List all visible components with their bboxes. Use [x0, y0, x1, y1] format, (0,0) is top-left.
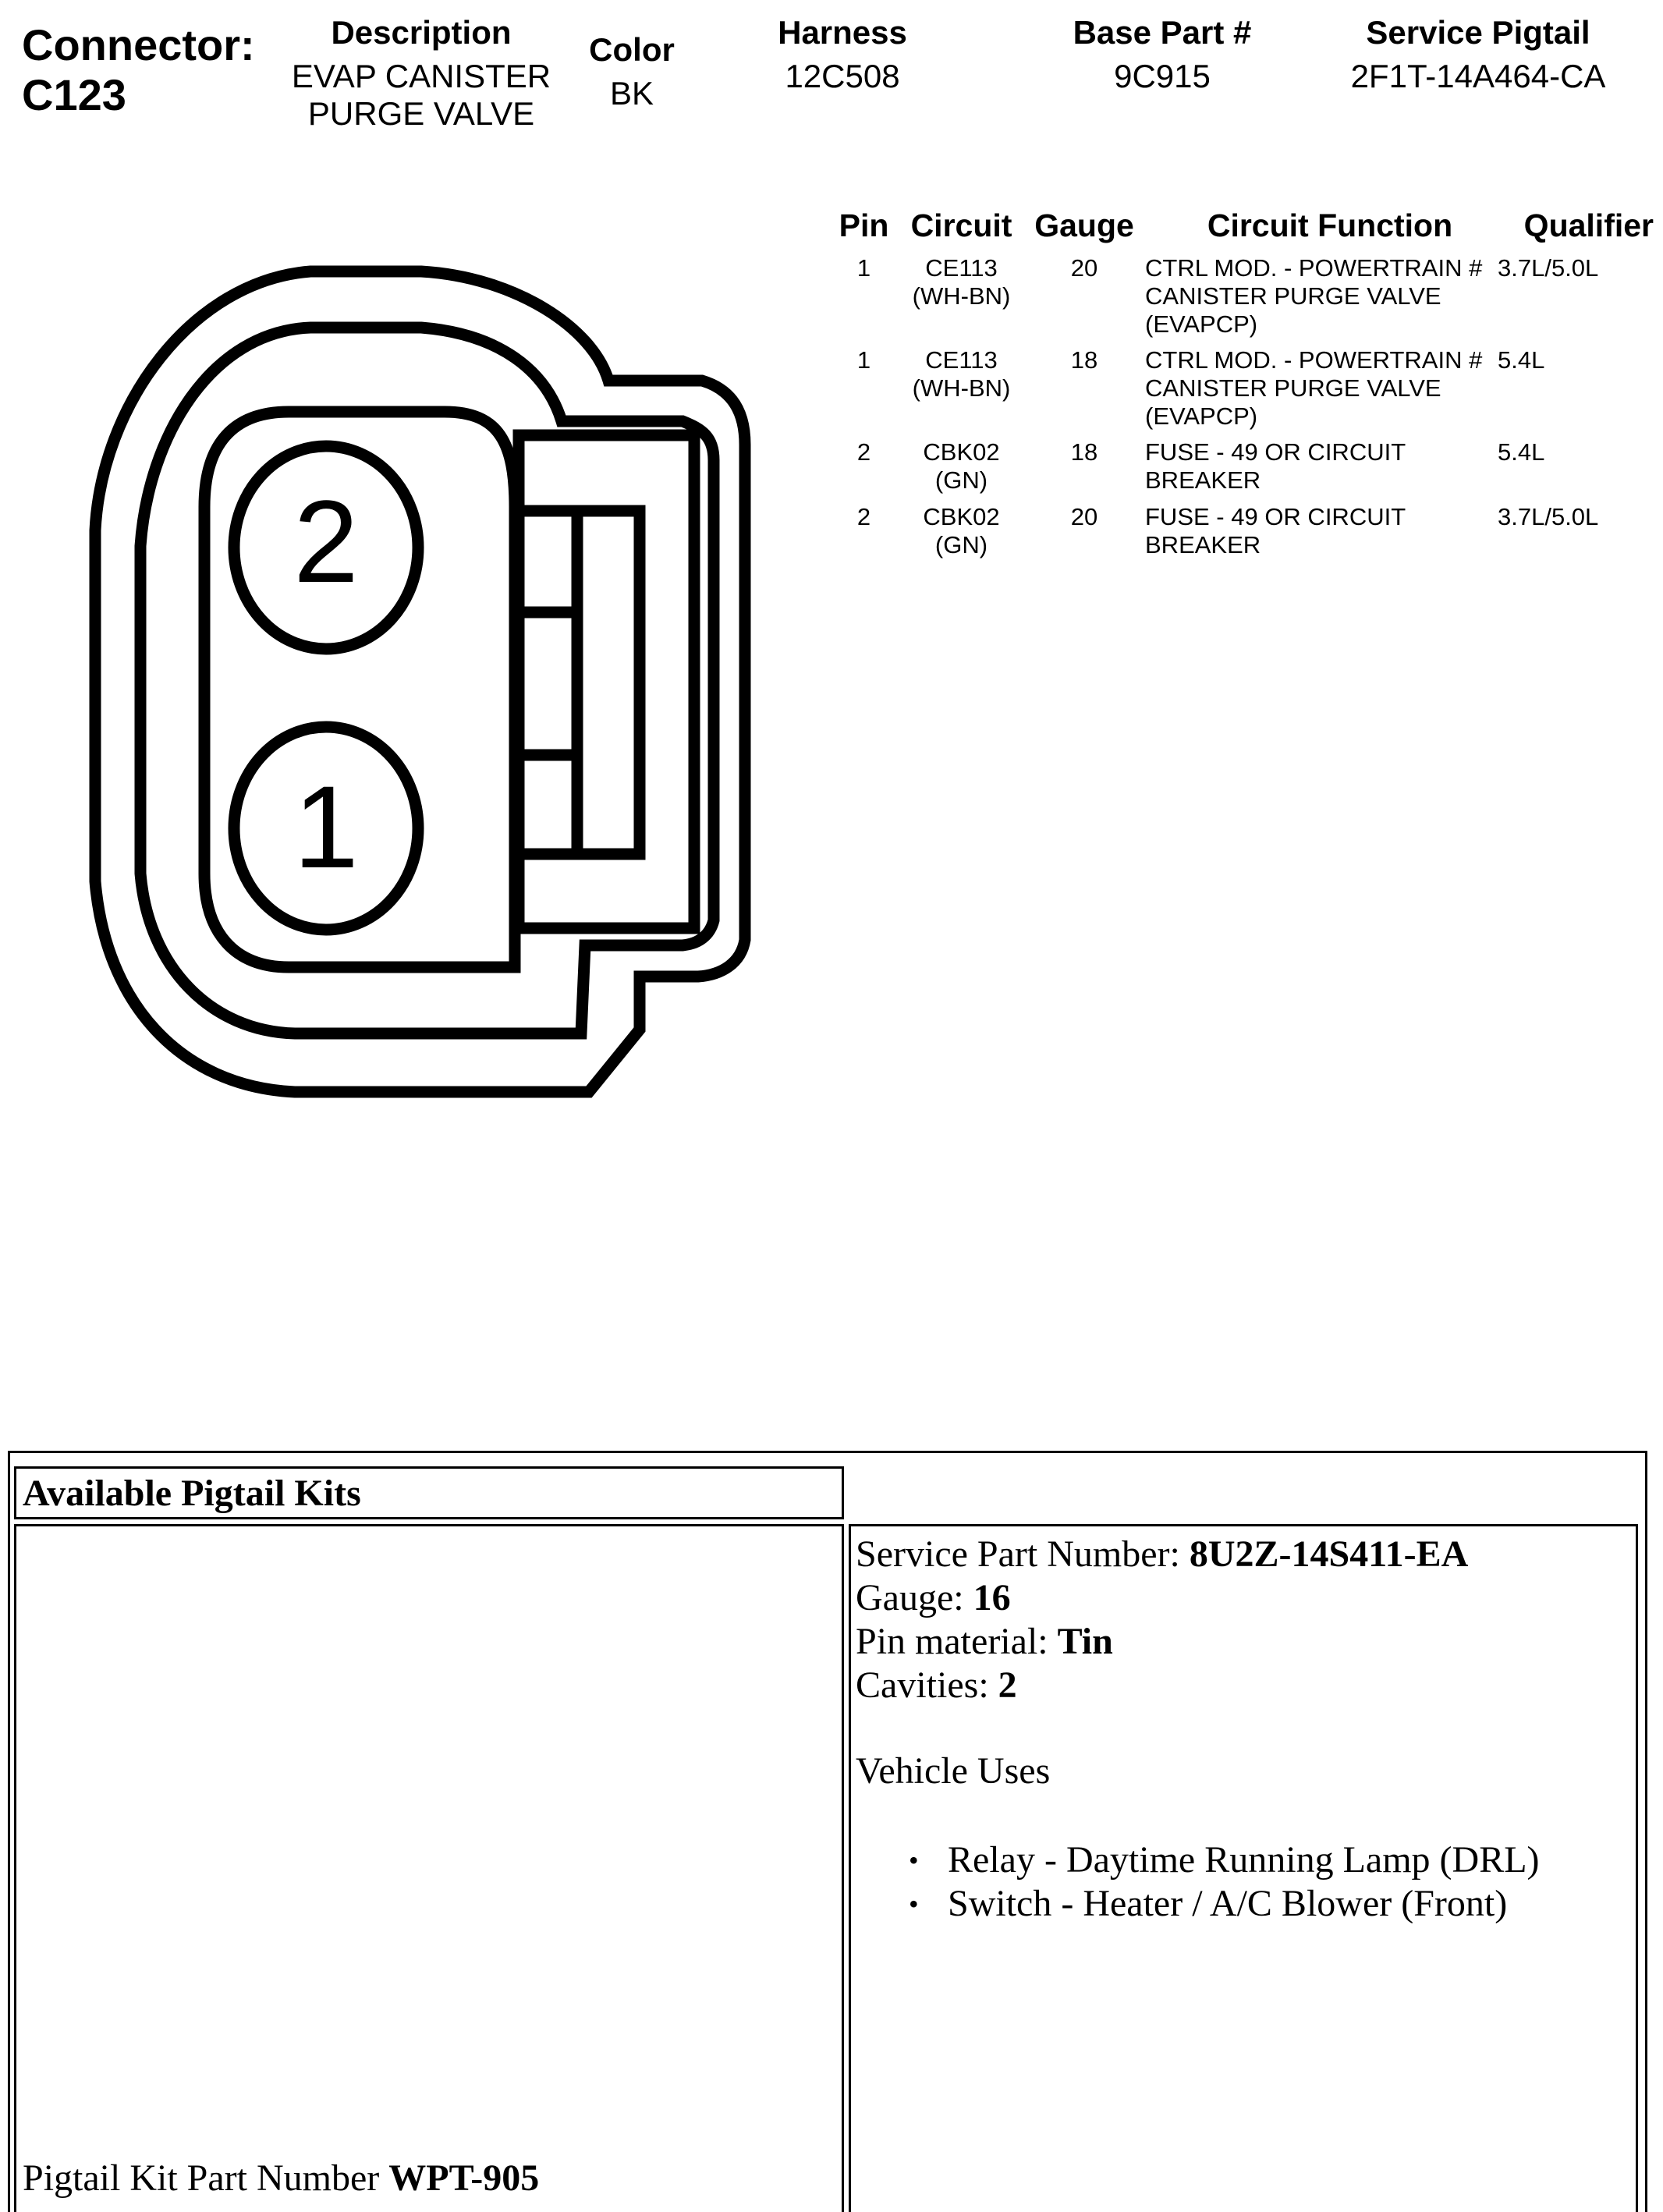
- row-circuit: [905, 254, 1018, 310]
- circuit-color: (GN): [934, 466, 988, 494]
- row-pin: 2: [856, 438, 871, 466]
- table-row: [827, 438, 1654, 501]
- base-part-value: 9C915: [1114, 58, 1211, 94]
- circuit-color: (GN): [934, 531, 988, 558]
- row-gauge: 18: [1070, 438, 1098, 466]
- row-qualifier: 5.4L: [1498, 346, 1545, 374]
- circuit-code: CBK02: [923, 438, 1000, 466]
- header-qualifier: Qualifier: [1523, 207, 1654, 243]
- pin-material-value: Tin: [1057, 1621, 1113, 1662]
- circuit-code: CBK02: [923, 503, 1000, 530]
- pigtail-details: [856, 1533, 1628, 1926]
- cavities-value: 2: [998, 1664, 1017, 1706]
- connector-face-diagram: [0, 0, 780, 1123]
- color-value: BK: [609, 75, 654, 112]
- list-item: • Relay - Daytime Running Lamp (DRL): [948, 1838, 1628, 1882]
- kit-part-label: Pigtail Kit Part Number: [23, 2157, 389, 2199]
- function-line: CANISTER PURGE VALVE: [1145, 374, 1441, 402]
- service-part-number: 8U2Z-14S411-EA: [1189, 1533, 1469, 1575]
- row-gauge: 18: [1070, 346, 1098, 374]
- cavities-line: [856, 1664, 1628, 1707]
- gauge-line: [856, 1576, 1628, 1620]
- connector-label: Connector:: [22, 20, 255, 69]
- pin-2-label: 2: [293, 476, 359, 607]
- row-circuit: [905, 503, 1018, 559]
- row-circuit: [905, 346, 1018, 402]
- list-item: • Switch - Heater / A/C Blower (Front): [948, 1882, 1628, 1926]
- service-part-line: [856, 1533, 1628, 1576]
- cavities-label: Cavities:: [856, 1664, 998, 1706]
- harness-value: 12C508: [785, 58, 900, 94]
- function-line: BREAKER: [1145, 466, 1261, 494]
- row-pin: 2: [856, 503, 871, 530]
- pigtail-details-box: [849, 1524, 1638, 2212]
- pin-material-line: [856, 1620, 1628, 1664]
- function-line: BREAKER: [1145, 531, 1261, 558]
- table-row: [827, 254, 1654, 345]
- pigtail-heading: Available Pigtail Kits: [23, 1473, 361, 1514]
- function-line: CANISTER PURGE VALVE: [1145, 282, 1441, 310]
- pigtail-kit-part: [23, 2157, 539, 2200]
- pin-material-label: Pin material:: [856, 1621, 1058, 1662]
- circuit-color: (WH-BN): [912, 282, 1011, 310]
- row-qualifier: 3.7L/5.0L: [1498, 503, 1599, 530]
- pin-1-label: 1: [293, 761, 359, 892]
- pin-table-header: [827, 207, 1654, 254]
- row-pin: 1: [856, 254, 871, 282]
- function-line: (EVAPCP): [1145, 402, 1258, 430]
- vehicle-uses-list: [856, 1838, 1628, 1926]
- header-circuit-function: Circuit Function: [1207, 207, 1453, 243]
- table-row: [827, 503, 1654, 565]
- function-line: FUSE - 49 OR CIRCUIT: [1145, 438, 1406, 466]
- base-part-column: [1037, 12, 1287, 95]
- color-label: Color: [589, 31, 675, 68]
- service-part-label: Service Part Number:: [856, 1533, 1190, 1575]
- kit-part-number: WPT-905: [388, 2157, 540, 2199]
- circuit-code: CE113: [925, 254, 998, 282]
- circuit-color: (WH-BN): [912, 374, 1011, 402]
- row-function: [1145, 254, 1504, 339]
- function-line: CTRL MOD. - POWERTRAIN #: [1145, 254, 1483, 282]
- pigtail-image-box: [14, 1524, 844, 2212]
- base-part-label: Base Part #: [1073, 14, 1252, 51]
- pigtail-heading-box: [14, 1466, 844, 1519]
- row-pin: 1: [856, 346, 871, 374]
- service-pigtail-column: [1318, 12, 1638, 95]
- row-qualifier: 5.4L: [1498, 438, 1545, 466]
- header-circuit: Circuit: [910, 207, 1012, 243]
- table-row: [827, 346, 1654, 437]
- harness-label: Harness: [778, 14, 907, 51]
- row-gauge: 20: [1070, 254, 1098, 282]
- gauge-value: 16: [973, 1577, 1011, 1618]
- row-function: [1145, 503, 1504, 559]
- description-label: Description: [331, 14, 512, 51]
- row-circuit: [905, 438, 1018, 495]
- description-line-1: EVAP CANISTER: [291, 58, 551, 94]
- header-pin: Pin: [839, 207, 889, 243]
- service-pigtail-label: Service Pigtail: [1366, 14, 1590, 51]
- row-function: [1145, 438, 1504, 495]
- connector-id: C123: [22, 70, 126, 119]
- service-pigtail-value: 2F1T-14A464-CA: [1350, 58, 1606, 94]
- row-qualifier: 3.7L/5.0L: [1498, 254, 1599, 282]
- header-gauge: Gauge: [1034, 207, 1134, 243]
- function-line: FUSE - 49 OR CIRCUIT: [1145, 503, 1406, 530]
- circuit-code: CE113: [925, 346, 998, 374]
- function-line: CTRL MOD. - POWERTRAIN #: [1145, 346, 1483, 374]
- row-gauge: 20: [1070, 503, 1098, 530]
- gauge-label: Gauge:: [856, 1577, 973, 1618]
- function-line: (EVAPCP): [1145, 310, 1258, 338]
- description-line-2: PURGE VALVE: [307, 95, 535, 132]
- vehicle-uses-label: Vehicle Uses: [856, 1750, 1051, 1792]
- row-function: [1145, 346, 1504, 431]
